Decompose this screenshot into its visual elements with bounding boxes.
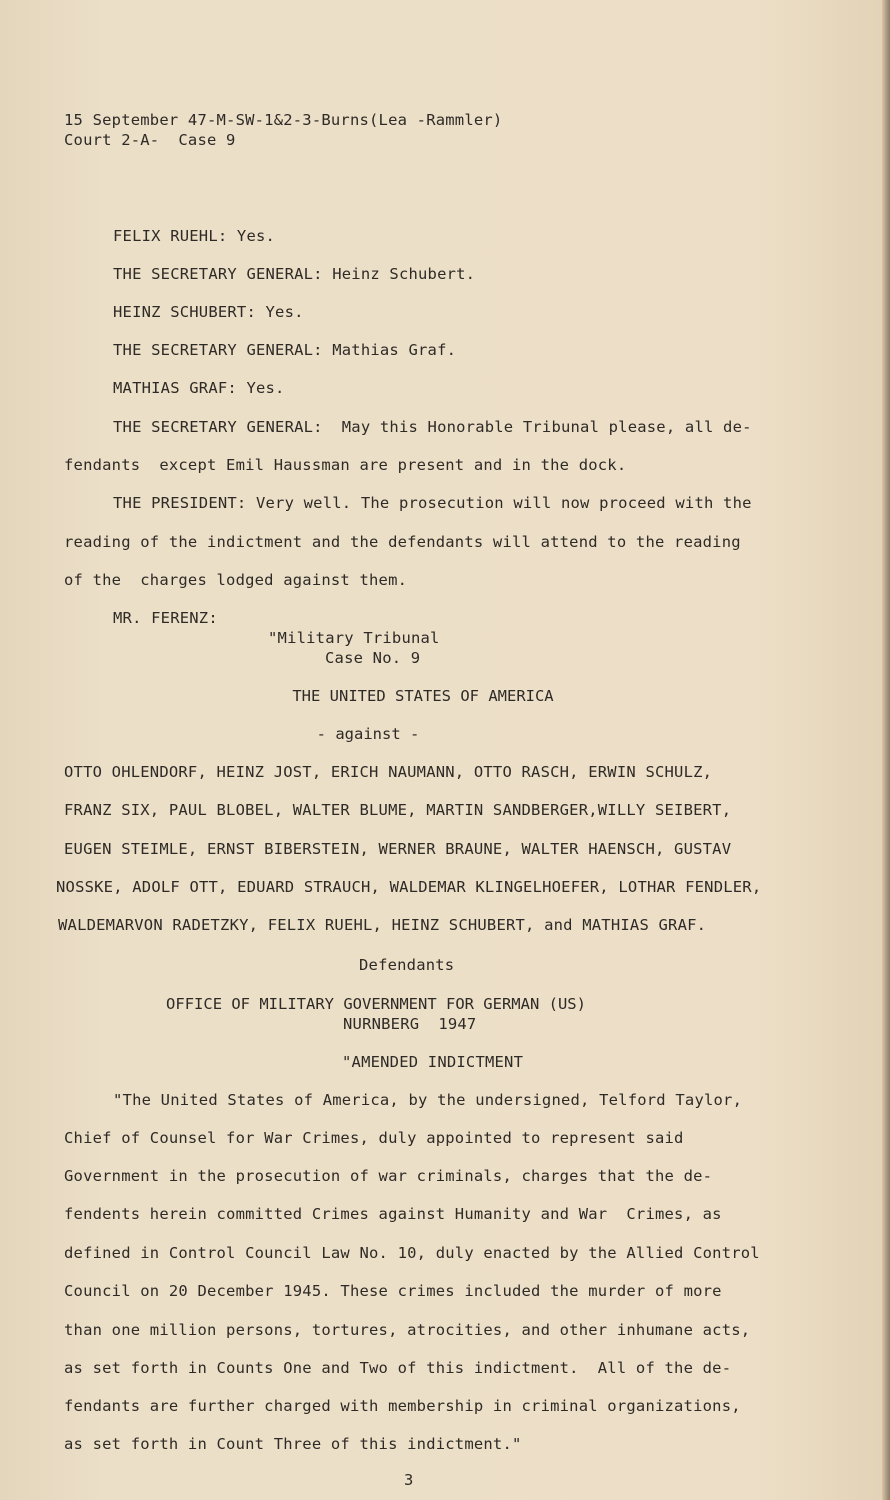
amended-indictment-title: "AMENDED INDICTMENT: [342, 1053, 524, 1071]
defendants-line: WALDEMARVON RADETZKY, FELIX RUEHL, HEINZ SCHUBERT, and MATHIAS GRAF.: [58, 916, 707, 934]
office-line-1: OFFICE OF MILITARY GOVERNMENT FOR GERMAN (US): [166, 995, 586, 1013]
indictment-line: Chief of Counsel for War Crimes, duly appointed to represent said: [64, 1129, 684, 1147]
transcript-line: THE SECRETARY GENERAL: Mathias Graf.: [113, 341, 457, 359]
indictment-line: Government in the prosecution of war criminals, charges that the de-: [64, 1167, 713, 1185]
header-line-1: 15 September 47-M-SW-1&2-3-Burns(Lea -Rammler): [64, 111, 503, 129]
indictment-line: fendents herein committed Crimes against Humanity and War Crimes, as: [64, 1205, 722, 1223]
defendants-line: OTTO OHLENDORF, HEINZ JOST, ERICH NAUMANN, OTTO RASCH, ERWIN SCHULZ,: [64, 763, 713, 781]
transcript-line: THE SECRETARY GENERAL: Heinz Schubert.: [113, 265, 476, 283]
defendants-label: Defendants: [359, 956, 455, 974]
transcript-line: of the charges lodged against them.: [64, 571, 408, 589]
caption-case-number: Case No. 9: [325, 649, 421, 667]
indictment-line: as set forth in Count Three of this indictment.": [64, 1435, 522, 1453]
transcript-line: MATHIAS GRAF: Yes.: [113, 379, 285, 397]
transcript-line: THE PRESIDENT: Very well. The prosecution will now proceed with the: [113, 494, 752, 512]
caption-against: - against -: [316, 725, 420, 743]
indictment-line: than one million persons, tortures, atrocities, and other inhumane acts,: [64, 1321, 751, 1339]
defendants-line: EUGEN STEIMLE, ERNST BIBERSTEIN, WERNER BRAUNE, WALTER HAENSCH, GUSTAV: [64, 840, 732, 858]
transcript-line: fendants except Emil Haussman are present and in the dock.: [64, 456, 627, 474]
transcript-line: THE SECRETARY GENERAL: May this Honorable Tribunal please, all de-: [113, 418, 752, 436]
indictment-line: as set forth in Counts One and Two of this indictment. All of the de-: [64, 1359, 732, 1377]
indictment-line: Council on 20 December 1945. These crimes included the murder of more: [64, 1282, 722, 1300]
defendants-line: FRANZ SIX, PAUL BLOBEL, WALTER BLUME, MARTIN SANDBERGER,WILLY SEIBERT,: [64, 801, 732, 819]
page-edge-shadow: [882, 0, 890, 1500]
transcript-line: reading of the indictment and the defendants will attend to the reading: [64, 533, 741, 551]
transcript-line: FELIX RUEHL: Yes.: [113, 227, 276, 245]
header-line-2: Court 2-A- Case 9: [64, 131, 236, 149]
defendants-line: NOSSKE, ADOLF OTT, EDUARD STRAUCH, WALDEMAR KLINGELHOEFER, LOTHAR FENDLER,: [56, 878, 762, 896]
caption-party: THE UNITED STATES OF AMERICA: [292, 687, 554, 705]
page-number: 3: [404, 1471, 414, 1489]
indictment-line: "The United States of America, by the undersigned, Telford Taylor,: [113, 1091, 743, 1109]
indictment-line: defined in Control Council Law No. 10, duly enacted by the Allied Control: [64, 1244, 760, 1262]
transcript-line: MR. FERENZ:: [113, 609, 218, 627]
transcript-line: HEINZ SCHUBERT: Yes.: [113, 303, 304, 321]
office-line-2: NURNBERG 1947: [343, 1015, 477, 1033]
indictment-line: fendants are further charged with membership in criminal organizations,: [64, 1397, 741, 1415]
caption-tribunal: "Military Tribunal: [268, 629, 440, 647]
